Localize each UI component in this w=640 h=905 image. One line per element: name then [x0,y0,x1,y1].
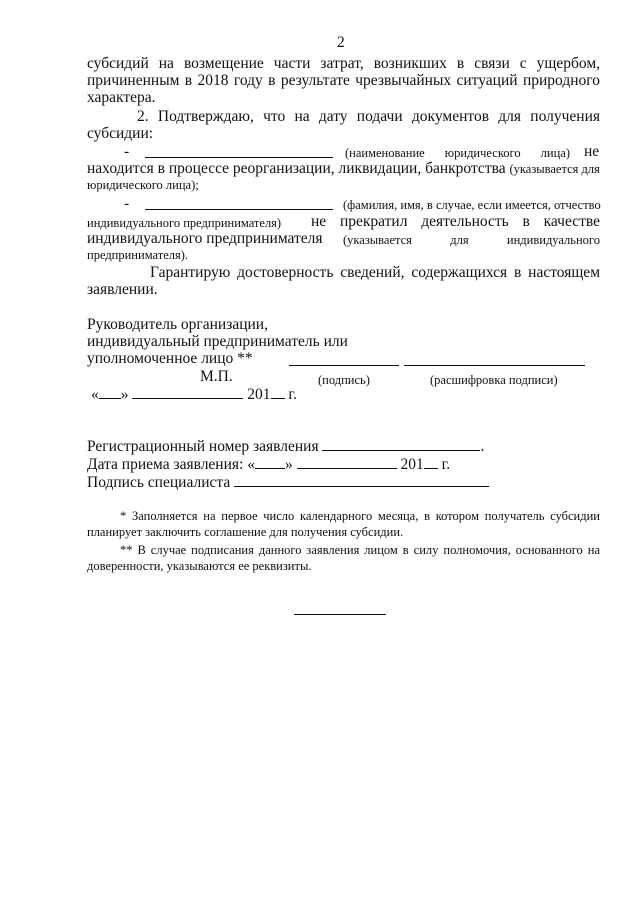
footnote-line: доверенности, указываются ее реквизиты. [87,559,312,573]
body-text-line: причиненным в 2018 году в результате чрезвычайных ситуаций природного [87,72,600,89]
receipt-date-field [87,455,450,474]
year-suffix: г. [288,386,297,403]
field-hint: индивидуального предпринимателя) [87,216,282,230]
footnote-line: планирует заключить соглашение для получения субсидии. [87,525,404,539]
body-text-line: Гарантирую достоверность сведений, содержащихся в настоящем [150,264,600,281]
registration-number-field [87,437,484,456]
body-text-line: 2. Подтверждаю, что на дату подачи документов для получения [137,108,600,125]
body-text-line: субсидий на возмещение части затрат, возникших в связи с ущербом, [87,55,600,72]
list-dash: - [124,143,130,160]
quote-close: » [284,456,293,473]
signatory-label: индивидуальный предприниматель или [87,333,348,350]
receipt-date-label: Дата приема заявления: « [87,456,255,473]
closing-separator [294,614,386,615]
body-text-line: заявлении. [87,281,158,298]
decode-caption: (расшифровка подписи) [430,373,558,387]
registration-number-blank[interactable] [322,437,480,451]
day-blank[interactable] [99,385,121,399]
day-blank[interactable] [255,455,285,469]
field-hint: юридического лица); [87,178,199,192]
body-text-line: находится в процессе реорганизации, ликвидации, банкротства [87,160,506,177]
year-prefix: 201 [247,386,271,403]
field-hint: (фамилия, имя, в случае, если имеется, отчество [343,198,601,212]
specialist-signature-blank[interactable] [234,473,489,487]
signature-decode-blank-line[interactable] [404,365,585,366]
signature-caption: (подпись) [318,373,370,387]
legal-name-blank-line[interactable] [145,157,333,158]
page-number: 2 [337,34,345,51]
year-blank[interactable] [424,455,438,469]
specialist-signature-label: Подпись специалиста [87,474,231,491]
year-prefix: 201 [400,456,424,473]
body-text-line: субсидии: [87,125,154,142]
registration-number-label: Регистрационный номер заявления [87,438,319,455]
footnote-line: * Заполняется на первое число календарного месяца, в котором получатель субсидии [120,509,600,523]
body-text-line: не прекратил деятельность в качестве [311,213,600,230]
list-dash: - [124,195,130,212]
body-text-line: характера. [87,89,156,106]
year-suffix: г. [441,456,451,473]
entrepreneur-name-blank-line[interactable] [145,209,333,210]
signatory-label: уполномоченное лицо ** [87,350,253,367]
field-hint: (указывается для [509,162,600,176]
body-text-line: индивидуального предпринимателя [87,230,323,247]
quote-close: » [120,386,129,403]
field-hint: (наименование юридического лица) [345,146,570,160]
specialist-signature-field [87,473,489,492]
quote-open: « [91,386,99,403]
signature-blank-line[interactable] [289,365,399,366]
field-hint: предпринимателя). [87,248,189,262]
stamp-label: М.П. [200,368,233,385]
signature-date-field [91,385,297,404]
month-blank[interactable] [297,455,397,469]
signatory-label: Руководитель организации, [87,316,268,333]
year-blank[interactable] [271,385,285,399]
footnote-line: ** В случае подписания данного заявления лицом в силу полномочия, основанного на [120,543,600,557]
body-text-word: не [584,143,600,160]
period: . [480,438,485,455]
month-blank[interactable] [132,385,243,399]
field-hint: (указывается для индивидуального [343,233,600,247]
